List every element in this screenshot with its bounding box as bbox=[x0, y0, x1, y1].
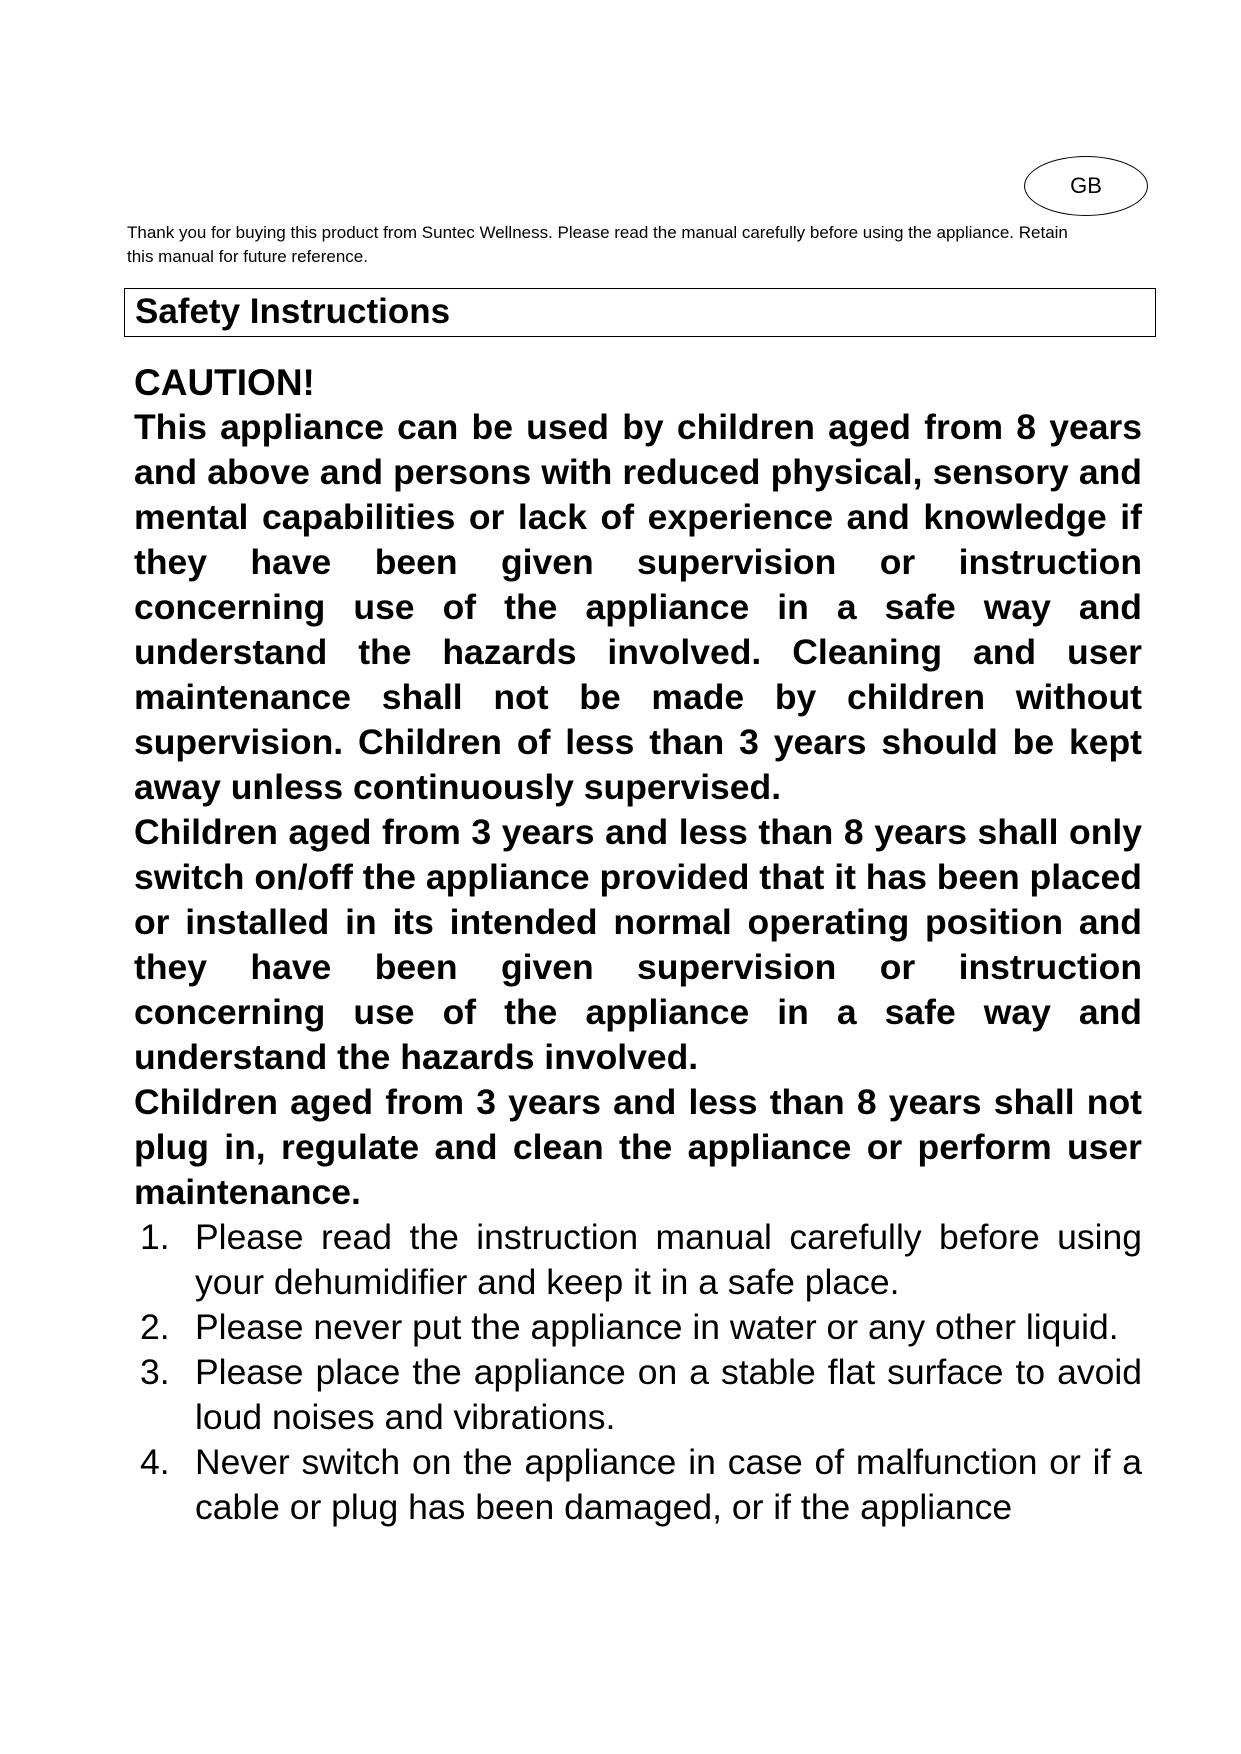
list-item bbox=[134, 1350, 1142, 1440]
list-item-text: Please never put the appliance in water or any other liquid. bbox=[195, 1307, 1119, 1347]
list-item bbox=[134, 1305, 1142, 1350]
list-item-number: 3. bbox=[140, 1352, 170, 1392]
caution-paragraph: Children aged from 3 years and less than 8 years shall not plug in, regulate and clean the appliance or perform user maintenance. bbox=[134, 1082, 1142, 1212]
list-item-number: 2. bbox=[140, 1307, 170, 1347]
intro-text: Thank you for buying this product from Suntec Wellness. Please read the manual carefully before using the appliance. Retain this manual for future reference. bbox=[127, 223, 1068, 266]
language-badge: GB bbox=[1024, 156, 1148, 216]
caution-paragraph: Children aged from 3 years and less than 8 years shall only switch on/off the appliance provided that it has been placed or installed in its intended normal operating position and they have been given supervision or instruction concerning use of the appliance in a safe way and understand the hazards involved. bbox=[134, 812, 1142, 1077]
list-item bbox=[134, 1215, 1142, 1305]
caution-title: CAUTION! bbox=[134, 362, 315, 403]
caution-paragraph: This appliance can be used by children aged from 8 years and above and persons with reduced physical, sensory and mental capabilities or lack of experience and knowledge if they have been given supervision or instruction concerning use of the appliance in a safe way and understand the hazards involved. Cleaning and user maintenance shall not be made by children without supervision. Children of less than 3 years should be kept away unless continuously supervised. bbox=[134, 407, 1142, 807]
section-title: Safety Instructions bbox=[124, 288, 1156, 337]
list-item bbox=[134, 1440, 1142, 1530]
list-item-number: 4. bbox=[140, 1442, 170, 1482]
list-item-text: Please read the instruction manual carefully before using your dehumidifier and keep it in a safe place. bbox=[195, 1217, 1142, 1302]
list-item-text: Please place the appliance on a stable flat surface to avoid loud noises and vibrations. bbox=[195, 1352, 1142, 1437]
list-item-text: Never switch on the appliance in case of malfunction or if a cable or plug has been damaged, or if the appliance bbox=[195, 1442, 1142, 1527]
list-item-number: 1. bbox=[140, 1217, 170, 1257]
instruction-list bbox=[134, 1215, 1142, 1530]
document-body bbox=[134, 360, 1142, 1530]
